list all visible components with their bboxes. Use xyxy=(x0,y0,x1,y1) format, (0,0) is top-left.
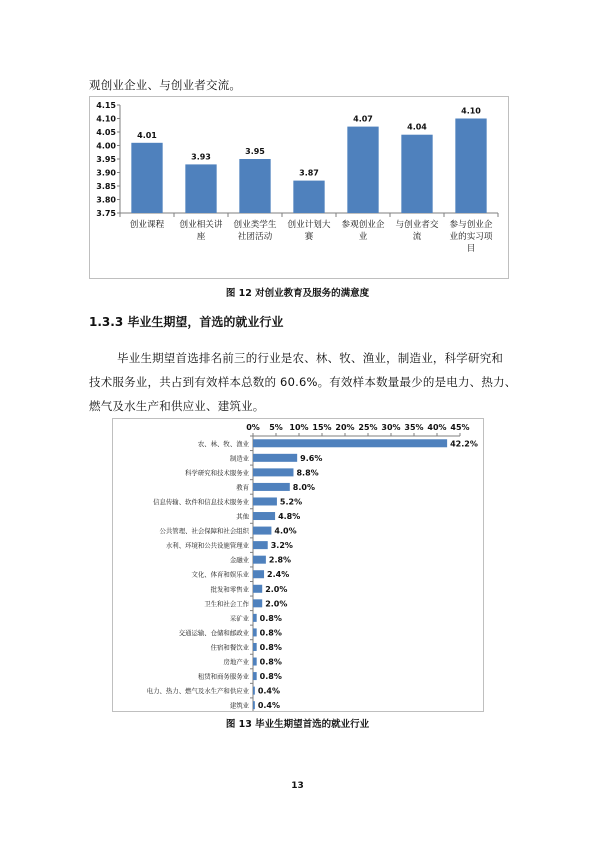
y-tick-label: 3.90 xyxy=(96,168,116,178)
bar xyxy=(347,127,378,213)
section-heading: 1.3.3 毕业生期望，首选的就业行业 xyxy=(89,315,284,329)
bar xyxy=(253,439,447,447)
y-tick-label: 3.85 xyxy=(96,182,116,191)
y-tick-label: 4.10 xyxy=(96,114,116,124)
category-label: 目 xyxy=(466,244,476,254)
bar xyxy=(239,159,270,213)
paragraph-line-2: 技术服务业，共占到有效样本总数的 60.6%。有效样本数量最少的是电力、热力、 xyxy=(89,375,517,389)
y-tick-label: 3.95 xyxy=(96,155,116,164)
y-tick-label: 4.05 xyxy=(96,128,116,137)
category-label: 水利、环境和公共设施管理业 xyxy=(165,541,249,550)
bar xyxy=(253,643,257,651)
bar-value-label: 4.10 xyxy=(461,106,481,116)
bar-value-label: 3.95 xyxy=(245,147,265,156)
bar-value-label: 3.93 xyxy=(191,152,211,162)
category-label: 制造业 xyxy=(229,454,249,463)
bar xyxy=(253,468,293,476)
bar-value-label: 0.8% xyxy=(259,657,282,667)
x-tick-label: 0% xyxy=(246,423,260,432)
category-label: 房地产业 xyxy=(223,658,249,667)
industry-chart-frame xyxy=(112,418,484,712)
bar xyxy=(455,119,486,214)
intro-line: 观创业企业、与创业者交流。 xyxy=(89,78,242,92)
category-label: 建筑业 xyxy=(229,701,249,710)
category-label: 信息传输、软件和信息技术服务业 xyxy=(153,497,249,506)
category-label: 租赁和商务服务业 xyxy=(197,672,249,681)
bar xyxy=(401,135,432,213)
category-label: 参与创业企 xyxy=(449,220,493,230)
bar xyxy=(253,512,275,520)
satisfaction-chart-frame xyxy=(89,96,509,279)
category-label: 创业计划大 xyxy=(287,220,331,230)
bar xyxy=(253,628,257,636)
category-label: 创业类学生 xyxy=(233,220,277,230)
page-number: 13 xyxy=(291,781,304,791)
bar xyxy=(253,483,290,491)
bar xyxy=(253,614,257,622)
paragraph-line-1: 毕业生期望首选排名前三的行业是农、林、牧、渔业，制造业，科学研究和 xyxy=(117,351,504,365)
y-tick-label: 4.00 xyxy=(96,141,116,151)
bar xyxy=(253,556,266,564)
bar xyxy=(253,497,277,505)
bar xyxy=(293,181,324,213)
y-tick-label: 3.75 xyxy=(96,209,116,218)
category-label: 社团活动 xyxy=(237,232,273,242)
category-label: 业的实习项 xyxy=(449,232,493,242)
bar-value-label: 4.0% xyxy=(274,526,297,536)
category-label: 参观创业企 xyxy=(341,220,385,230)
bar xyxy=(253,527,271,535)
y-tick-label: 4.15 xyxy=(96,101,116,110)
category-label: 文化、体育和娱乐业 xyxy=(191,570,249,579)
category-label: 公共管理、社会保障和社会组织 xyxy=(159,527,249,536)
category-label: 金融业 xyxy=(229,556,249,565)
x-tick-label: 40% xyxy=(427,423,447,432)
bar xyxy=(253,701,255,709)
category-label: 采矿业 xyxy=(229,614,249,623)
bar-value-label: 4.8% xyxy=(278,512,301,522)
x-tick-label: 25% xyxy=(358,423,378,432)
bar-value-label: 2.4% xyxy=(267,570,290,580)
category-label: 赛 xyxy=(304,232,314,242)
bar-value-label: 8.0% xyxy=(292,482,315,492)
bar xyxy=(253,599,262,607)
paragraph-line-3: 燃气及水生产和供应业、建筑业。 xyxy=(89,399,265,413)
bar-value-label: 2.0% xyxy=(265,584,288,594)
bar-value-label: 42.2% xyxy=(450,439,478,449)
x-tick-label: 10% xyxy=(289,423,309,432)
category-label: 农、林、牧、渔业 xyxy=(197,439,249,448)
industry-chart xyxy=(113,419,483,711)
category-label: 其他 xyxy=(236,512,249,521)
category-label: 创业相关讲 xyxy=(179,220,223,230)
bar-value-label: 0.4% xyxy=(257,701,281,711)
bar-value-label: 0.8% xyxy=(259,613,282,623)
category-label: 业 xyxy=(358,232,368,242)
bar xyxy=(253,672,257,680)
bar xyxy=(253,570,264,578)
bar xyxy=(185,164,216,213)
bar-value-label: 8.8% xyxy=(296,468,319,478)
bar-value-label: 4.07 xyxy=(353,114,373,124)
bar-value-label: 0.8% xyxy=(259,628,282,638)
bar-value-label: 2.8% xyxy=(268,555,292,565)
bar xyxy=(131,143,162,213)
bar-value-label: 9.6% xyxy=(300,453,323,463)
category-label: 卫生和社会工作 xyxy=(204,599,249,608)
bar-value-label: 4.01 xyxy=(137,130,157,140)
satisfaction-chart xyxy=(90,97,508,278)
x-tick-label: 45% xyxy=(450,423,470,432)
bar xyxy=(253,585,262,593)
category-label: 住宿和餐饮业 xyxy=(210,643,249,652)
category-label: 批发和零售业 xyxy=(210,585,249,594)
bar-value-label: 4.04 xyxy=(407,122,427,132)
x-tick-label: 5% xyxy=(269,423,283,432)
category-label: 流 xyxy=(412,232,422,242)
category-label: 电力、热力、燃气及水生产和供应业 xyxy=(146,687,249,696)
figure-12-caption: 图 12 对创业教育及服务的满意度 xyxy=(225,288,370,299)
figure-13-caption: 图 13 毕业生期望首选的就业行业 xyxy=(225,719,370,730)
bar-value-label: 3.2% xyxy=(270,541,293,551)
category-label: 交通运输、仓储和邮政业 xyxy=(178,628,249,637)
category-label: 座 xyxy=(196,232,206,242)
bar xyxy=(253,687,255,695)
bar-value-label: 5.2% xyxy=(279,497,303,507)
x-tick-label: 20% xyxy=(335,423,355,432)
category-label: 教育 xyxy=(236,483,249,492)
bar-value-label: 0.8% xyxy=(259,672,282,682)
y-tick-label: 3.80 xyxy=(96,195,116,205)
x-tick-label: 30% xyxy=(381,423,401,432)
bar-value-label: 0.8% xyxy=(259,642,282,652)
bar xyxy=(253,454,297,462)
bar-value-label: 3.87 xyxy=(299,168,319,178)
x-tick-label: 15% xyxy=(312,423,332,432)
bar-value-label: 2.0% xyxy=(265,599,288,609)
category-label: 与创业者交 xyxy=(395,220,439,230)
bar xyxy=(253,658,257,666)
bar xyxy=(253,541,268,549)
category-label: 创业课程 xyxy=(129,220,165,230)
bar-value-label: 0.4% xyxy=(257,686,281,696)
x-tick-label: 35% xyxy=(404,423,424,432)
category-label: 科学研究和技术服务业 xyxy=(185,468,249,477)
